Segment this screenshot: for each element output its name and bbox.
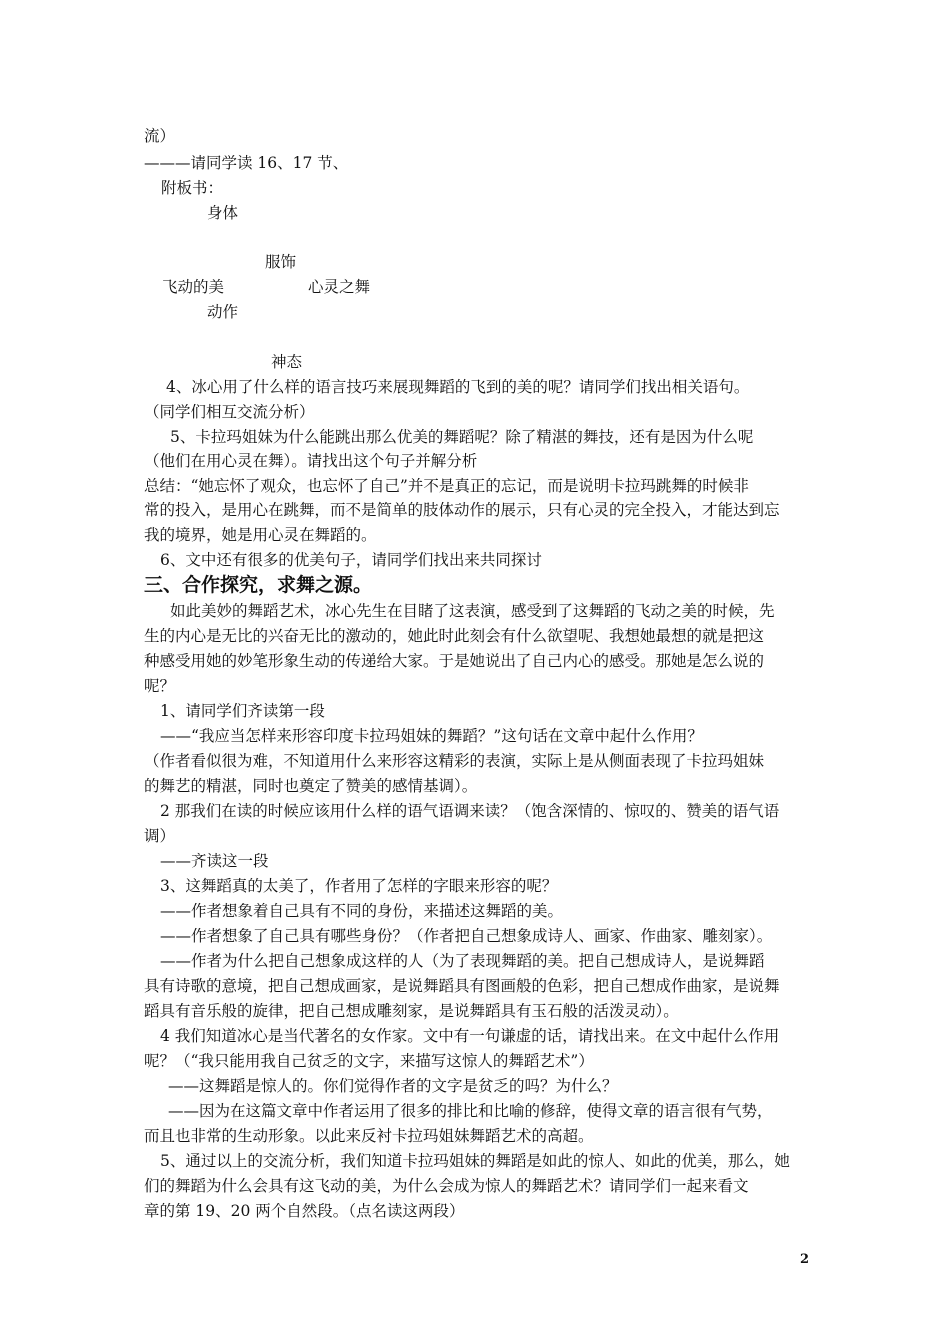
text-line: 具有诗歌的意境，把自己想成画家，是说舞蹈具有图画般的色彩，把自己想成作曲家，是说舞 [144,977,780,995]
text-line: 我的境界，她是用心灵在舞蹈的。 [144,526,377,544]
text-line: 5、卡拉玛姐妹为什么能跳出那么优美的舞蹈呢？除了精湛的舞技，还有是因为什么呢 [170,428,754,446]
text-line: （作者看似很为难，不知道用什么来形容这精彩的表演，实际上是从侧面表现了卡拉玛姐妹 [144,752,765,770]
text-line: ——作者想象着自己具有不同的身份，来描述这舞蹈的美。 [160,902,564,920]
text-line: 附板书： [161,179,224,197]
board-item: 心灵之舞 [308,278,371,296]
text-line: 4、冰心用了什么样的语言技巧来展现舞蹈的飞到的美的呢？请同学们找出相关语句。 [166,378,750,396]
text-line: ——因为在这篇文章中作者运用了很多的排比和比喻的修辞，使得文章的语言很有气势， [168,1102,773,1120]
text-line: （他们在用心灵在舞）。请找出这个句子并解分析 [144,452,478,470]
text-line: ——齐读这一段 [160,852,269,870]
page-number: 2 [800,1252,810,1267]
text-line: 调） [144,827,176,845]
text-line: ——作者想象了自己具有哪些身份？（作者把自己想象成诗人、画家、作曲家、雕刻家）。 [160,927,773,945]
text-line: 6、文中还有很多的优美句子，请同学们找出来共同探讨 [160,551,542,569]
text-line: 3、这舞蹈真的太美了，作者用了怎样的字眼来形容的呢？ [160,877,558,895]
board-item: 飞动的美 [162,278,225,296]
text-line: 种感受用她的妙笔形象生动的传递给大家。于是她说出了自己内心的感受。那她是怎么说的 [144,652,765,670]
text-line: 章的第 19、20 两个自然段。（点名读这两段） [144,1202,465,1220]
text-line: 呢？ [144,677,176,695]
text-line: 流） [144,127,176,145]
text-line: ———请同学读 16、17 节、 [144,154,349,172]
text-line: 生的内心是无比的兴奋无比的激动的，她此时此刻会有什么欲望呢、我想她最想的就是把这 [144,627,765,645]
text-line: 5、通过以上的交流分析，我们知道卡拉玛姐妹的舞蹈是如此的惊人、如此的优美，那么，她 [160,1152,790,1170]
text-line: 呢？（“我只能用我自己贫乏的文字，来描写这惊人的舞蹈艺术”） [144,1052,594,1070]
text-line: 蹈具有音乐般的旋律，把自己想成雕刻家，是说舞蹈具有玉石般的活泼灵动）。 [144,1002,679,1020]
text-line: 总结：“她忘怀了观众，也忘怀了自己”并不是真正的忘记，而是说明卡拉玛跳舞的时候非 [144,477,749,495]
text-line: ——这舞蹈是惊人的。你们觉得作者的文字是贫乏的吗？为什么？ [168,1077,618,1095]
board-item: 动作 [207,303,239,321]
text-line: 的舞艺的精湛，同时也奠定了赞美的感情基调）。 [144,777,478,795]
text-line: 常的投入，是用心在跳舞，而不是简单的肢体动作的展示，只有心灵的完全投入，才能达到忘 [144,501,780,519]
section-heading: 三、合作探究，求舞之源。 [144,574,373,596]
text-line: （同学们相互交流分析） [144,403,315,421]
text-line: 4 我们知道冰心是当代著名的女作家。文中有一句谦虚的话，请找出来。在文中起什么作用 [160,1027,780,1045]
text-line: 2 那我们在读的时候应该用什么样的语气语调来读？（饱含深情的、惊叹的、赞美的语气语 [160,802,780,820]
text-line: ——作者为什么把自己想象成这样的人（为了表现舞蹈的美。把自己想成诗人，是说舞蹈 [160,952,765,970]
text-line: 们的舞蹈为什么会具有这飞动的美，为什么会成为惊人的舞蹈艺术？请同学们一起来看文 [144,1177,749,1195]
text-line: 如此美妙的舞蹈艺术，冰心先生在目睹了这表演，感受到了这舞蹈的飞动之美的时候，先 [170,602,775,620]
board-item: 服饰 [265,253,297,271]
text-line: 而且也非常的生动形象。以此来反衬卡拉玛姐妹舞蹈艺术的高超。 [144,1127,594,1145]
board-item: 神态 [271,353,303,371]
board-item: 身体 [207,204,239,222]
text-line: ——“我应当怎样来形容印度卡拉玛姐妹的舞蹈？”这句话在文章中起什么作用？ [160,727,703,745]
text-line: 1、请同学们齐读第一段 [160,702,325,720]
